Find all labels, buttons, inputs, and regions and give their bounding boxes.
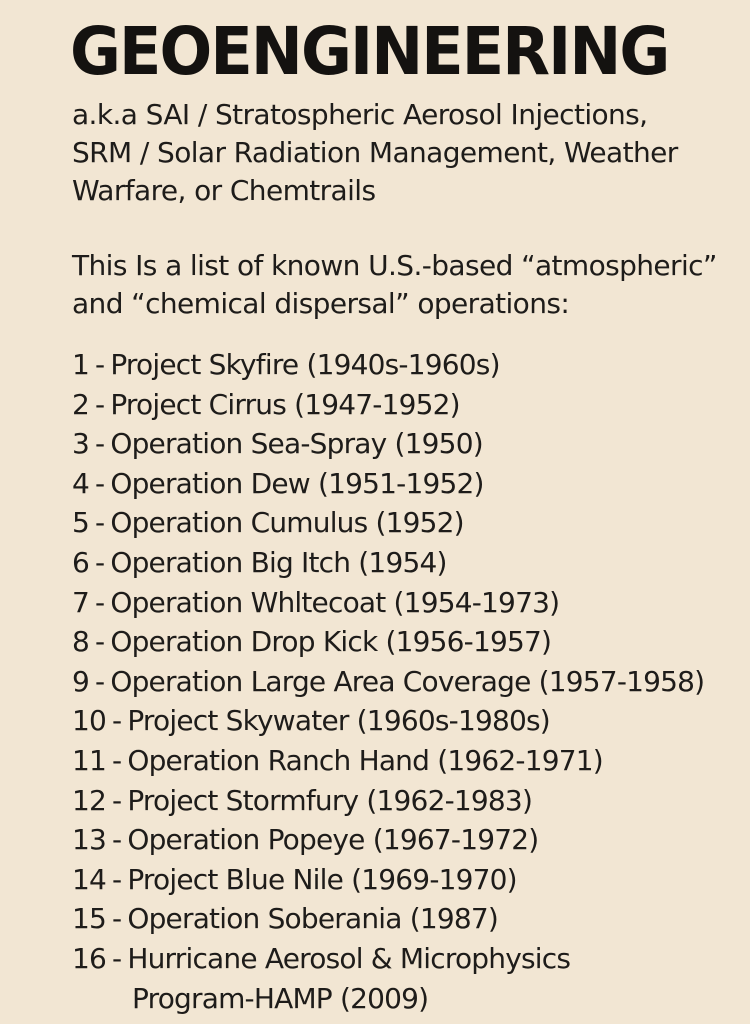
list-item-number: 3 [72, 427, 90, 461]
list-item [72, 583, 742, 623]
list-item [72, 622, 742, 662]
list-item-separator: - [95, 466, 105, 500]
list-item-text: Project Skyfire (1940s-1960s) [110, 348, 500, 381]
list-item-separator: - [112, 743, 122, 777]
subtitle-line: a.k.a SAI / Stratospheric Aerosol Injections, [72, 98, 648, 131]
list-item-separator: - [112, 823, 122, 857]
list-item-separator: - [95, 625, 105, 659]
list-item [72, 662, 742, 702]
list-item [72, 820, 742, 860]
list-item-separator: - [95, 427, 105, 461]
subtitle [72, 96, 732, 210]
list-item-number: 10 [72, 704, 107, 738]
list-item-text: Project Cirrus (1947-1952) [110, 387, 460, 421]
subtitle-line: SRM / Solar Radiation Management, Weather [72, 136, 678, 169]
list-item-number: 14 [72, 862, 107, 896]
list-item-number: 5 [72, 506, 90, 540]
list-item [72, 543, 742, 583]
list-item-separator: - [112, 941, 122, 975]
list-item [72, 503, 742, 543]
list-item-number: 1 [72, 348, 90, 381]
list-item-number: 15 [72, 902, 107, 936]
list-item-number: 12 [72, 783, 107, 817]
list-item-number: 6 [72, 545, 90, 579]
list-item-number: 8 [72, 625, 90, 659]
list-item-text: Operation Big Itch (1954) [110, 545, 447, 579]
list-item-text: Operation Ranch Hand (1962-1971) [127, 743, 603, 777]
list-item [72, 860, 742, 900]
list-item [72, 424, 742, 464]
list-item-number: 4 [72, 466, 90, 500]
list-item-text: Operation Soberania (1987) [127, 902, 499, 936]
list-item-number: 13 [72, 823, 107, 857]
list-item [72, 939, 742, 1018]
list-item-text: Project Skywater (1960s-1980s) [127, 704, 550, 738]
list-item-number: 2 [72, 387, 90, 421]
list-item-text: Project Stormfury (1962-1983) [127, 783, 533, 817]
list-item-text: Operation Drop Kick (1956-1957) [110, 625, 552, 659]
list-item [72, 345, 742, 385]
page-title: GEOENGINEERING [70, 13, 669, 90]
list-item-text: Operation Sea-Spray (1950) [110, 427, 483, 461]
intro-paragraph [72, 247, 732, 323]
intro-line: and “chemical dispersal” operations: [72, 287, 570, 320]
list-item-number: 7 [72, 585, 90, 619]
list-item [72, 464, 742, 504]
list-item-separator: - [95, 506, 105, 540]
list-item [72, 781, 742, 821]
list-item-text: Hurricane Aerosol & Microphysics [127, 941, 571, 975]
list-item-separator: - [95, 387, 105, 421]
list-item-text: Operation Popeye (1967-1972) [127, 823, 539, 857]
list-item-text: Operation Dew (1951-1952) [110, 466, 484, 500]
list-item-text: Operation Cumulus (1952) [110, 506, 464, 540]
list-item-number: 11 [72, 743, 107, 777]
list-item-text: Project Blue Nile (1969-1970) [127, 862, 517, 896]
list-item-separator: - [95, 585, 105, 619]
list-item [72, 701, 742, 741]
list-item-separator: - [95, 348, 105, 381]
subtitle-line: Warfare, or Chemtrails [72, 174, 376, 207]
operations-list [72, 345, 742, 1018]
list-item [72, 385, 742, 425]
list-item-separator: - [112, 783, 122, 817]
list-item-continuation: Program-HAMP (2009) [132, 981, 429, 1015]
list-item-number: 9 [72, 664, 90, 698]
list-item-text: Operation Large Area Coverage (1957-1958) [110, 664, 705, 698]
list-item-separator: - [112, 902, 122, 936]
intro-line: This Is a list of known U.S.-based “atmospheric” [72, 249, 717, 282]
list-item-separator: - [95, 545, 105, 579]
list-item-separator: - [112, 704, 122, 738]
list-item-separator: - [112, 862, 122, 896]
list-item-number: 16 [72, 941, 107, 975]
list-item [72, 899, 742, 939]
list-item [72, 741, 742, 781]
list-item-text: Operation Whltecoat (1954-1973) [110, 585, 560, 619]
list-item-separator: - [95, 664, 105, 698]
